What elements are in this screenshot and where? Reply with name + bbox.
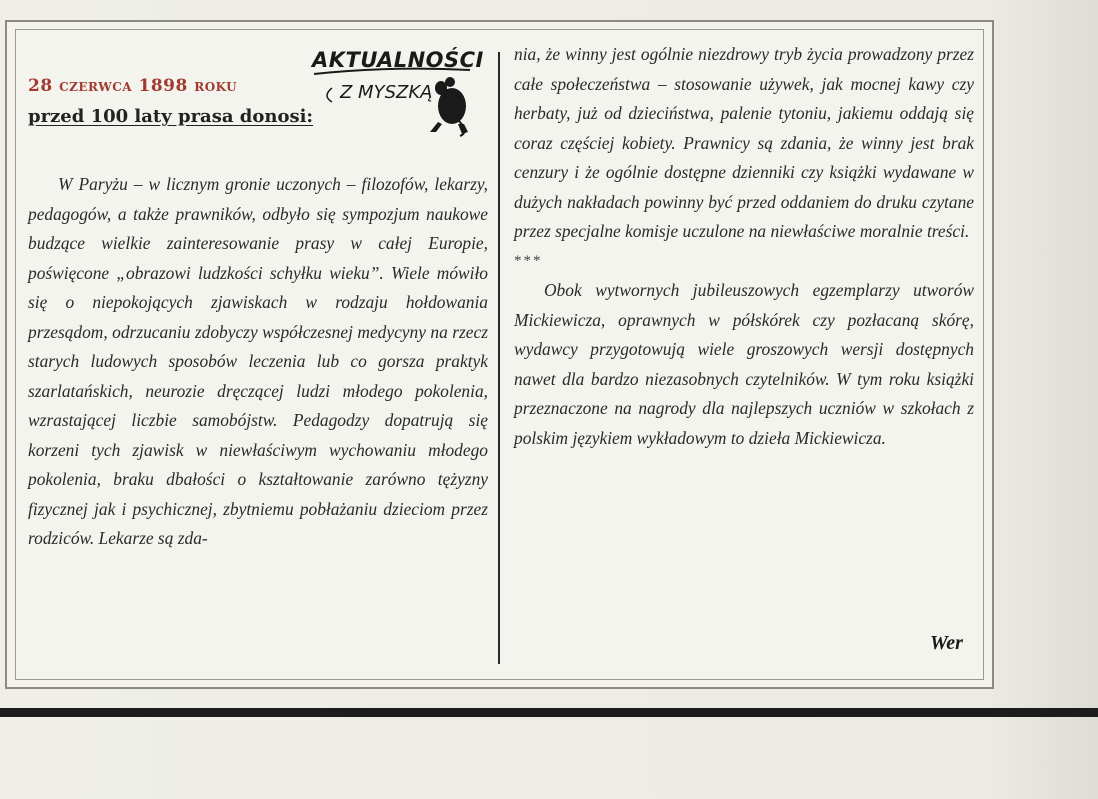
article-date: 28 czerwca 1898 roku [28,76,238,96]
page-rule [0,708,1098,717]
column-logo [310,44,485,139]
left-column [28,170,488,554]
right-column [514,40,974,453]
logo-title: AKTUALNOŚCI [312,48,484,72]
column-divider [498,52,500,664]
section-separator: *** [514,252,543,269]
author-signature: Wer [930,632,963,654]
article-paragraph: Obok wytwornych jubileuszowych egzemplarzy utworów Mickiewicza, oprawnych w półskórek czy pozłacaną skórę, wydawcy przygotowują wiele groszowych wersji dostępnych nawet dla bardzo niezasobnych czytelników. W tym roku książki przeznaczone na nagrody dla najlepszych uczniów w szkołach z polskim językiem wykładowym to dzieła Mickiewicza. [514,280,974,448]
article-subtitle: przed 100 laty prasa donosi: [28,106,314,127]
article-paragraph: W Paryżu – w licznym gronie uczonych – filozofów, lekarzy, pedagogów, a także prawników, odbyło się sympozjum naukowe budzące wielkie zainteresowanie prasy w całej Europie, poświęcone „obrazowi ludzkości schyłku wieku”. Wiele mówiło się o niepokojących zjawiskach w rodzaju hołdowania przesądom, odrzucaniu zdobyczy współczesnej medycyny na rzecz starych ludowych sposobów leczenia lub co gorsza praktyk szarlatańskich, neurozie dręczącej ludzi młodego pokolenia, wzrastającej liczbie samobójstw. Pedagodzy dopatrują się korzeni tych zjawisk w niewłaściwym wychowaniu młodego pokolenia, braku dbałości o kształtowanie zarówno tężyzny fizycznej jak i psychicznej, zbytniemu pobłażaniu dzieciom przez rodziców. Lekarze są zda- [28,174,488,548]
logo-subtitle: Z MYSZKĄ [340,82,433,103]
article-paragraph: nia, że winny jest ogólnie niezdrowy tryb życia prowadzony przez całe społeczeństwa – stosowanie używek, jak mocnej kawy czy herbaty, już od dzieciństwa, palenie tytoniu, jakiemu oddają się coraz częściej kobiety. Prawnicy są zdania, że winny jest brak cenzury i że ogólnie dostępne dzienniki czy książki wydawane w dużych nakładach powinny być przed oddaniem do druku czytane przez specjalne komisje uczulone na niewłaściwe moralnie treści. [514,44,974,241]
